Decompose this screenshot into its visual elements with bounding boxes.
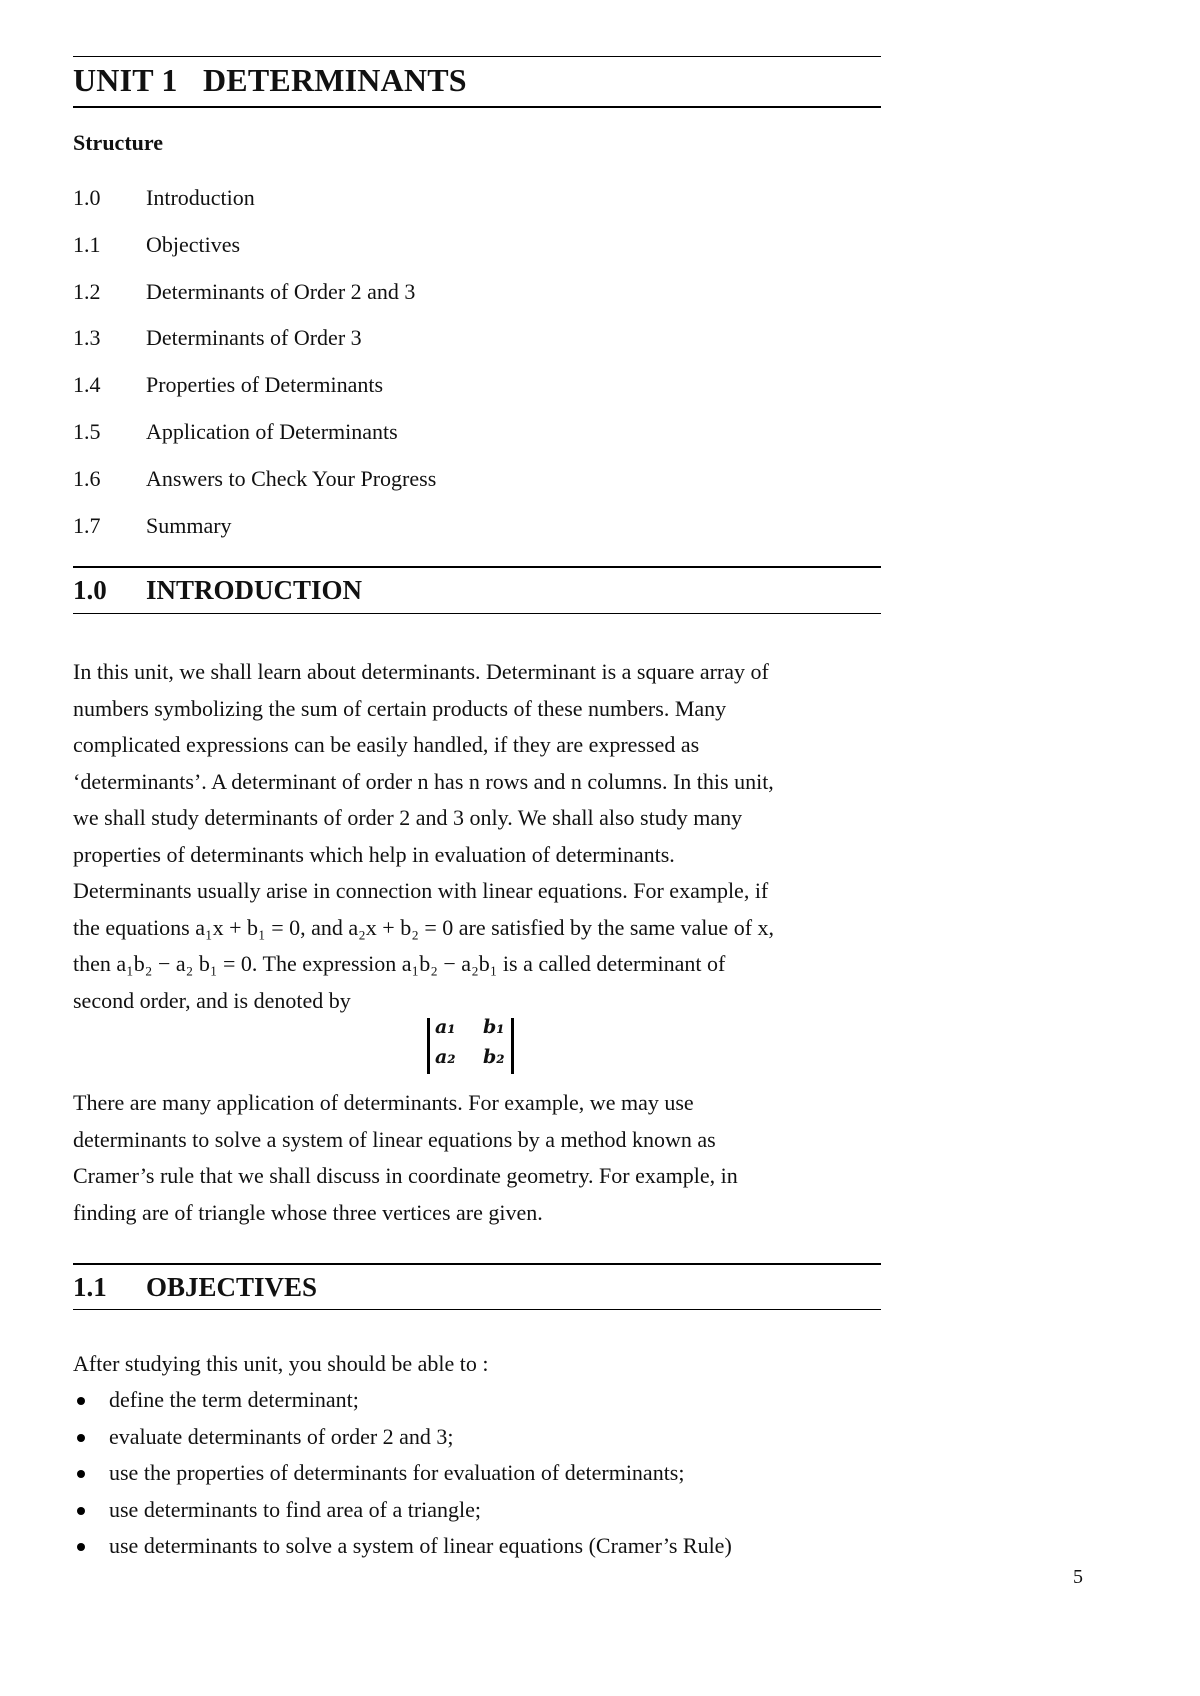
paragraph-line: ‘determinants’. A determinant of order n has n rows and n columns. In this unit,: [73, 768, 774, 794]
list-item-text: evaluate determinants of order 2 and 3;: [109, 1423, 454, 1449]
toc-item-number: 1.4: [73, 372, 101, 397]
paragraph-line: Determinants usually arise in connection with linear equations. For example, if: [73, 878, 769, 903]
paragraph-line: complicated expressions can be easily handled, if they are expressed as: [73, 732, 700, 757]
unit-title: [73, 62, 467, 99]
introduction-heading: [73, 575, 362, 606]
paragraph-line: Cramer’s rule that we shall discuss in coordinate geometry. For example, in: [73, 1163, 738, 1188]
determinant-entry: a₁: [435, 1016, 456, 1038]
toc-item-number: 1.6: [73, 466, 101, 491]
determinant-display: [427, 1016, 517, 1076]
section-rule-top: [73, 566, 881, 568]
determinant-left-bar: [427, 1018, 430, 1074]
objectives-heading: [73, 1272, 317, 1303]
toc-item-number: 1.7: [73, 513, 101, 538]
determinant-entry: a₂: [435, 1046, 456, 1068]
paragraph-line: second order, and is denoted by: [73, 987, 351, 1013]
toc-item-number: 1.1: [73, 232, 101, 257]
paragraph-line: determinants to solve a system of linear equations by a method known as: [73, 1126, 716, 1152]
paragraph-line: finding are of triangle whose three vertices are given.: [73, 1199, 543, 1225]
unit-title-underline: [73, 106, 881, 108]
toc-item-number: 1.3: [73, 325, 101, 350]
section-title: INTRODUCTION: [146, 575, 363, 605]
unit-number: UNIT 1: [73, 62, 178, 98]
paragraph-line: In this unit, we shall learn about determinants. Determinant is a square array of: [73, 659, 769, 684]
applications-paragraph: [73, 1085, 873, 1231]
section-title: OBJECTIVES: [146, 1272, 318, 1302]
structure-label: Structure: [73, 130, 164, 155]
toc-item-number: 1.5: [73, 419, 101, 444]
section-rule-bottom: [73, 613, 881, 614]
paragraph-line: There are many application of determinants. For example, we may use: [73, 1090, 694, 1115]
paragraph-line: we shall study determinants of order 2 and 3 only. We shall also study many: [73, 805, 743, 830]
determinant-entry: b₁: [483, 1016, 505, 1038]
top-rule: [73, 56, 881, 57]
toc-item-title: Properties of Determinants: [146, 372, 384, 397]
toc-item-number: 1.2: [73, 279, 101, 304]
toc-item-title: Determinants of Order 2 and 3: [146, 279, 416, 304]
list-item-text: use the properties of determinants for evaluation of determinants;: [109, 1460, 685, 1485]
introduction-paragraph: [73, 654, 873, 1019]
section-number: 1.1: [73, 1272, 107, 1302]
paragraph-line: the equations a₁x + b₁ = 0, and a₂x + b₂ = 0 are satisfied by the same value of x,: [73, 914, 775, 940]
objectives-intro: [73, 1346, 873, 1383]
toc-item-title: Summary: [146, 513, 232, 538]
section-rule-top: [73, 1263, 881, 1265]
toc-item-title: Determinants of Order 3: [146, 325, 362, 350]
determinant-entry: b₂: [483, 1046, 505, 1068]
list-item-text: use determinants to solve a system of linear equations (Cramer’s Rule): [109, 1533, 732, 1558]
list-item-text: define the term determinant;: [109, 1387, 359, 1412]
toc-item-number: 1.0: [73, 185, 101, 210]
section-number: 1.0: [73, 575, 107, 605]
determinant-right-bar: [511, 1018, 514, 1074]
toc-item-title: Answers to Check Your Progress: [146, 466, 437, 491]
section-rule-bottom: [73, 1309, 881, 1310]
list-item-text: use determinants to find area of a triangle;: [109, 1496, 482, 1522]
paragraph-line: numbers symbolizing the sum of certain products of these numbers. Many: [73, 695, 727, 721]
toc-item-title: Introduction: [146, 185, 255, 210]
bullet-icon: [77, 1543, 85, 1551]
bullet-icon: [77, 1434, 85, 1442]
toc-item-title: Objectives: [146, 232, 241, 257]
paragraph-line: properties of determinants which help in evaluation of determinants.: [73, 841, 675, 867]
bullet-icon: [77, 1507, 85, 1515]
page-number: 5: [1073, 1566, 1083, 1588]
paragraph-line: After studying this unit, you should be able to :: [73, 1351, 489, 1376]
bullet-icon: [77, 1470, 85, 1478]
bullet-icon: [77, 1397, 85, 1405]
toc-item-title: Application of Determinants: [146, 419, 398, 444]
paragraph-line: then a₁b₂ − a₂ b₁ = 0. The expression a₁b₂ − a₂b₁ is a called determinant of: [73, 951, 726, 976]
unit-name: DETERMINANTS: [203, 62, 467, 98]
